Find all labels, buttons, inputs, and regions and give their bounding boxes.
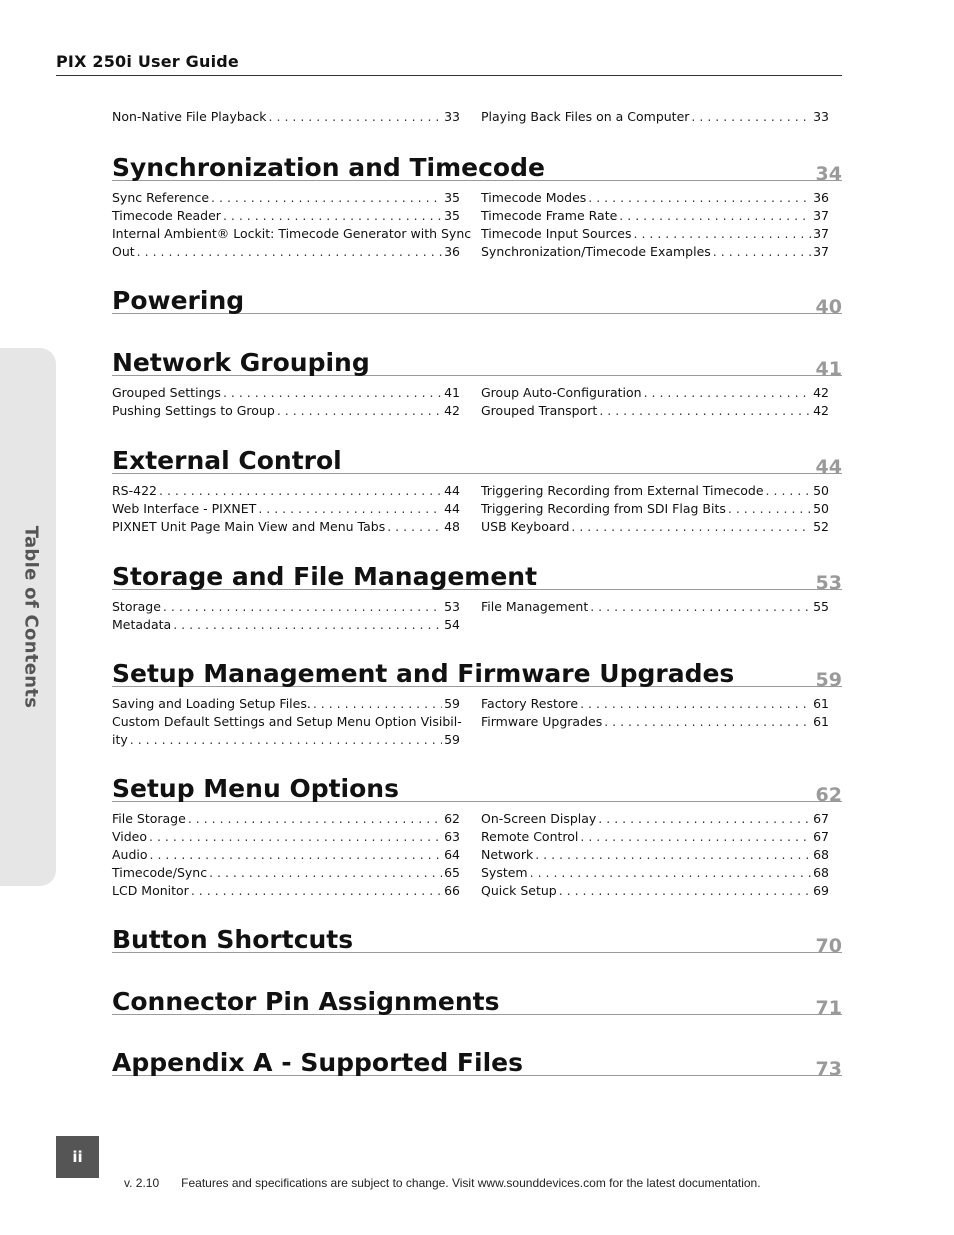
toc-entry[interactable]: Internal Ambient® Lockit: Timecode Generator with Sync Out . . . 36 bbox=[112, 225, 460, 261]
toc-entry[interactable]: Grouped Settings . . . 41 bbox=[112, 384, 460, 402]
section-heading[interactable] bbox=[112, 441, 842, 478]
side-tab-label: Table of Contents bbox=[20, 525, 42, 709]
toc-entry[interactable]: Triggering Recording from External Timecode . . . 50 bbox=[481, 482, 829, 500]
toc-entry[interactable]: Pushing Settings to Group . . . 42 bbox=[112, 402, 460, 420]
toc-entry[interactable]: Storage . . . 53 bbox=[112, 598, 460, 616]
toc-entry[interactable]: File Management . . . 55 bbox=[481, 598, 829, 616]
toc-right-column bbox=[481, 482, 829, 536]
section-heading[interactable] bbox=[112, 148, 842, 185]
section-heading[interactable] bbox=[112, 920, 842, 957]
section-title: Setup Menu Options bbox=[112, 774, 399, 803]
toc-section-storage bbox=[112, 557, 842, 632]
section-heading[interactable] bbox=[112, 982, 842, 1019]
toc-section-network bbox=[112, 343, 842, 418]
section-title: Connector Pin Assignments bbox=[112, 987, 500, 1016]
toc-entry[interactable]: Web Interface - PIXNET . . . 44 bbox=[112, 500, 460, 518]
section-title: Appendix A - Supported Files bbox=[112, 1048, 523, 1077]
header-rule bbox=[56, 75, 842, 76]
section-heading[interactable] bbox=[112, 557, 842, 594]
toc-entry[interactable]: Non-Native File Playback . . . 33 bbox=[112, 108, 460, 126]
toc-continued-entries bbox=[112, 108, 830, 126]
toc-left-column bbox=[112, 189, 472, 261]
section-heading[interactable] bbox=[112, 654, 842, 691]
toc-entry[interactable]: Synchronization/Timecode Examples . . . 37 bbox=[481, 243, 829, 261]
toc-left-column bbox=[112, 695, 460, 749]
toc-entry[interactable]: Custom Default Settings and Setup Menu Option Visibil- ity . . . 59 bbox=[112, 713, 460, 749]
toc-section-setup-management bbox=[112, 654, 842, 747]
toc-section-powering bbox=[112, 281, 842, 318]
toc-right-column bbox=[481, 695, 829, 731]
toc-section-appendix-a bbox=[112, 1043, 842, 1080]
toc-entry[interactable]: Remote Control . . . 67 bbox=[481, 828, 829, 846]
toc-left-column bbox=[112, 384, 460, 420]
toc-entry[interactable]: Timecode Modes . . . 36 bbox=[481, 189, 829, 207]
toc-left-column bbox=[112, 108, 460, 126]
toc-section-external bbox=[112, 441, 842, 534]
toc-entry[interactable]: File Storage . . . 62 bbox=[112, 810, 460, 828]
toc-entry[interactable]: USB Keyboard . . . 52 bbox=[481, 518, 829, 536]
toc-entry[interactable]: Network . . . 68 bbox=[481, 846, 829, 864]
section-heading[interactable] bbox=[112, 769, 842, 806]
section-title: Network Grouping bbox=[112, 348, 370, 377]
toc-entry[interactable]: RS-422 . . . 44 bbox=[112, 482, 460, 500]
toc-entry[interactable]: Firmware Upgrades . . . 61 bbox=[481, 713, 829, 731]
page-number-box: ii bbox=[56, 1136, 99, 1178]
toc-left-column bbox=[112, 810, 460, 900]
toc-entry[interactable]: Quick Setup . . . 69 bbox=[481, 882, 829, 900]
section-heading[interactable] bbox=[112, 343, 842, 380]
toc-entry[interactable]: Timecode Frame Rate . . . 37 bbox=[481, 207, 829, 225]
section-title: Setup Management and Firmware Upgrades bbox=[112, 659, 735, 688]
section-title: Powering bbox=[112, 286, 245, 315]
footer-note bbox=[124, 1176, 761, 1190]
section-heading[interactable] bbox=[112, 1043, 842, 1080]
section-page-number: 40 bbox=[815, 296, 842, 318]
toc-entry[interactable]: Saving and Loading Setup Files. . . . 59 bbox=[112, 695, 460, 713]
section-page-number: 53 bbox=[815, 572, 842, 594]
toc-entry[interactable]: Timecode Input Sources . . . 37 bbox=[481, 225, 829, 243]
toc-entry[interactable]: LCD Monitor . . . 66 bbox=[112, 882, 460, 900]
footer-text: Features and specifications are subject to change. Visit www.sounddevices.com for the latest documentation. bbox=[181, 1176, 761, 1190]
toc-entry[interactable]: Timecode/Sync . . . 65 bbox=[112, 864, 460, 882]
section-page-number: 44 bbox=[815, 456, 842, 478]
section-page-number: 71 bbox=[815, 997, 842, 1019]
footer-version: v. 2.10 bbox=[124, 1176, 160, 1190]
section-title: Storage and File Management bbox=[112, 562, 538, 591]
toc-right-column bbox=[481, 810, 829, 900]
section-title: External Control bbox=[112, 446, 342, 475]
toc-entry[interactable]: On-Screen Display . . . 67 bbox=[481, 810, 829, 828]
toc-entry[interactable]: System . . . 68 bbox=[481, 864, 829, 882]
toc-entry[interactable]: Video . . . 63 bbox=[112, 828, 460, 846]
section-page-number: 59 bbox=[815, 669, 842, 691]
toc-right-column bbox=[481, 108, 829, 126]
toc-right-column bbox=[481, 189, 829, 261]
toc-left-column bbox=[112, 598, 460, 634]
section-title: Synchronization and Timecode bbox=[112, 153, 545, 182]
toc-left-column bbox=[112, 482, 460, 536]
toc-right-column bbox=[481, 384, 829, 420]
toc-entry[interactable]: Sync Reference . . . 35 bbox=[112, 189, 460, 207]
toc-entry[interactable]: Grouped Transport . . . 42 bbox=[481, 402, 829, 420]
section-page-number: 41 bbox=[815, 358, 842, 380]
toc-section-button-shortcuts bbox=[112, 920, 842, 957]
section-title: Button Shortcuts bbox=[112, 925, 354, 954]
toc-section-connector-pins bbox=[112, 982, 842, 1019]
toc-entry[interactable]: Metadata . . . 54 bbox=[112, 616, 460, 634]
toc-entry[interactable]: Triggering Recording from SDI Flag Bits . . . 50 bbox=[481, 500, 829, 518]
toc-entry[interactable]: PIXNET Unit Page Main View and Menu Tabs . . . 48 bbox=[112, 518, 460, 536]
toc-entry[interactable]: Timecode Reader . . . 35 bbox=[112, 207, 460, 225]
toc-entry[interactable]: Factory Restore . . . 61 bbox=[481, 695, 829, 713]
section-page-number: 70 bbox=[815, 935, 842, 957]
toc-entry[interactable]: Audio . . . 64 bbox=[112, 846, 460, 864]
toc-right-column bbox=[481, 598, 829, 616]
section-page-number: 34 bbox=[815, 163, 842, 185]
toc-section-sync bbox=[112, 148, 842, 259]
toc-entry[interactable]: Playing Back Files on a Computer . . . 33 bbox=[481, 108, 829, 126]
page-header-title: PIX 250i User Guide bbox=[56, 52, 239, 71]
toc-entry[interactable]: Group Auto-Configuration . . . 42 bbox=[481, 384, 829, 402]
section-page-number: 73 bbox=[815, 1058, 842, 1080]
section-page-number: 62 bbox=[815, 784, 842, 806]
section-heading[interactable] bbox=[112, 281, 842, 318]
toc-section-setup-menu bbox=[112, 769, 842, 898]
